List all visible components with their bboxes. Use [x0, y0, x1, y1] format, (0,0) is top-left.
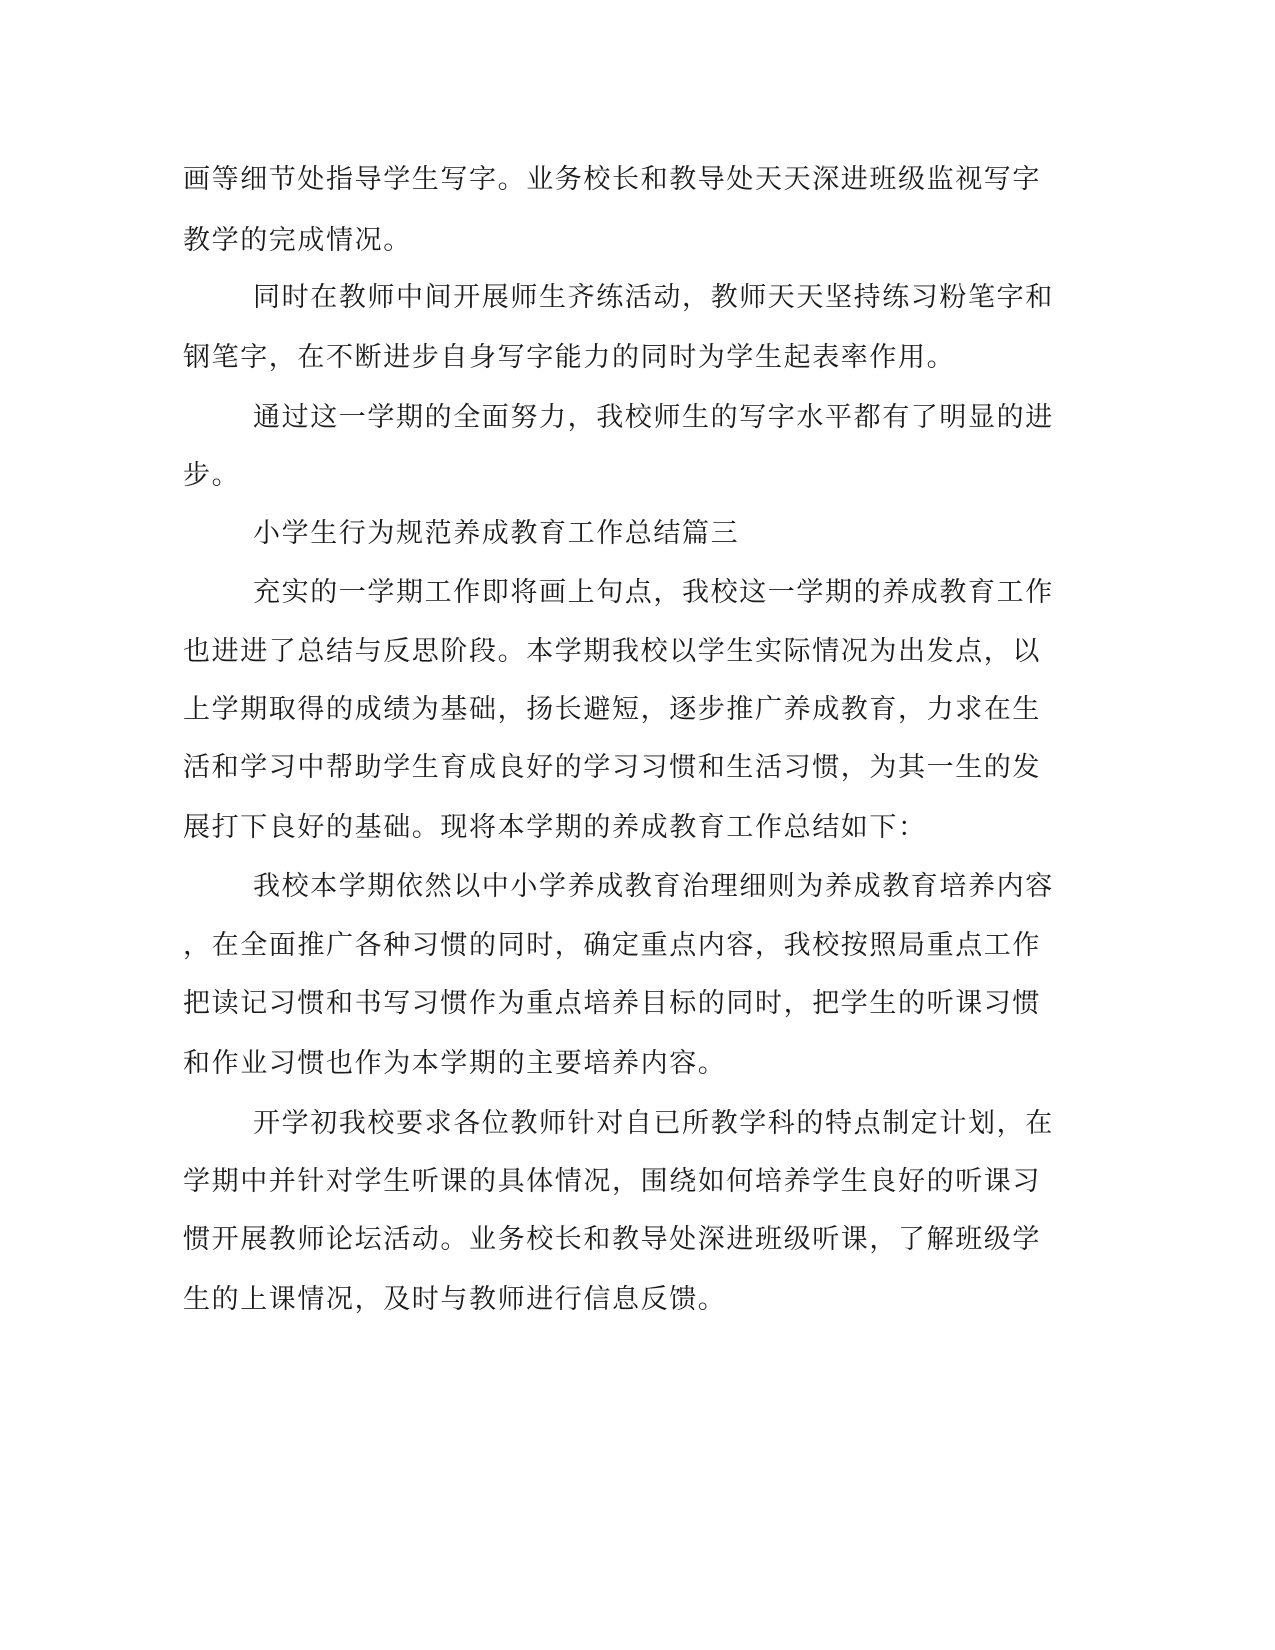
text-line: 和作业习惯也作为本学期的主要培养内容。: [183, 1048, 727, 1079]
text-line: 生的上课情况，及时与教师进行信息反馈。: [183, 1284, 727, 1315]
text-line: 上学期取得的成绩为基础，扬长避短，逐步推广养成教育，力求在生: [183, 694, 1041, 725]
text-line: 教学的完成情况。: [183, 225, 412, 256]
text-line: 展打下良好的基础。现将本学期的养成教育工作总结如下：: [183, 812, 927, 843]
text-line: ，在全面推广各种习惯的同时，确定重点内容，我校按照局重点工作: [183, 930, 1041, 961]
text-line: 我校本学期依然以中小学养成教育治理细则为养成教育培养内容: [253, 871, 1054, 902]
text-line: 活和学习中帮助学生育成良好的学习习惯和生活习惯，为其一生的发: [183, 752, 1041, 783]
text-line: 充实的一学期工作即将画上句点，我校这一学期的养成教育工作: [253, 577, 1054, 608]
text-line: 钢笔字，在不断进步自身写字能力的同时为学生起表率作用。: [183, 342, 956, 373]
text-line: 学期中并针对学生听课的具体情况，围绕如何培养学生良好的听课习: [183, 1166, 1041, 1197]
text-line: 也进进了总结与反思阶段。本学期我校以学生实际情况为出发点，以: [183, 636, 1041, 667]
text-line: 开学初我校要求各位教师针对自已所教学科的特点制定计划，在: [253, 1108, 1054, 1139]
text-line: 同时在教师中间开展师生齐练活动，教师天天坚持练习粉笔字和: [253, 282, 1054, 313]
text-line: 画等细节处指导学生写字。业务校长和教导处天天深进班级监视写字: [183, 164, 1041, 195]
text-line: 通过这一学期的全面努力，我校师生的写字水平都有了明显的进: [253, 402, 1054, 433]
section-heading: 小学生行为规范养成教育工作总结篇三: [253, 518, 740, 549]
text-line: 把读记习惯和书写习惯作为重点培养目标的同时，把学生的听课习惯: [183, 988, 1041, 1019]
text-line: 步。: [183, 460, 241, 491]
text-line: 惯开展教师论坛活动。业务校长和教导处深进班级听课，了解班级学: [183, 1224, 1041, 1255]
